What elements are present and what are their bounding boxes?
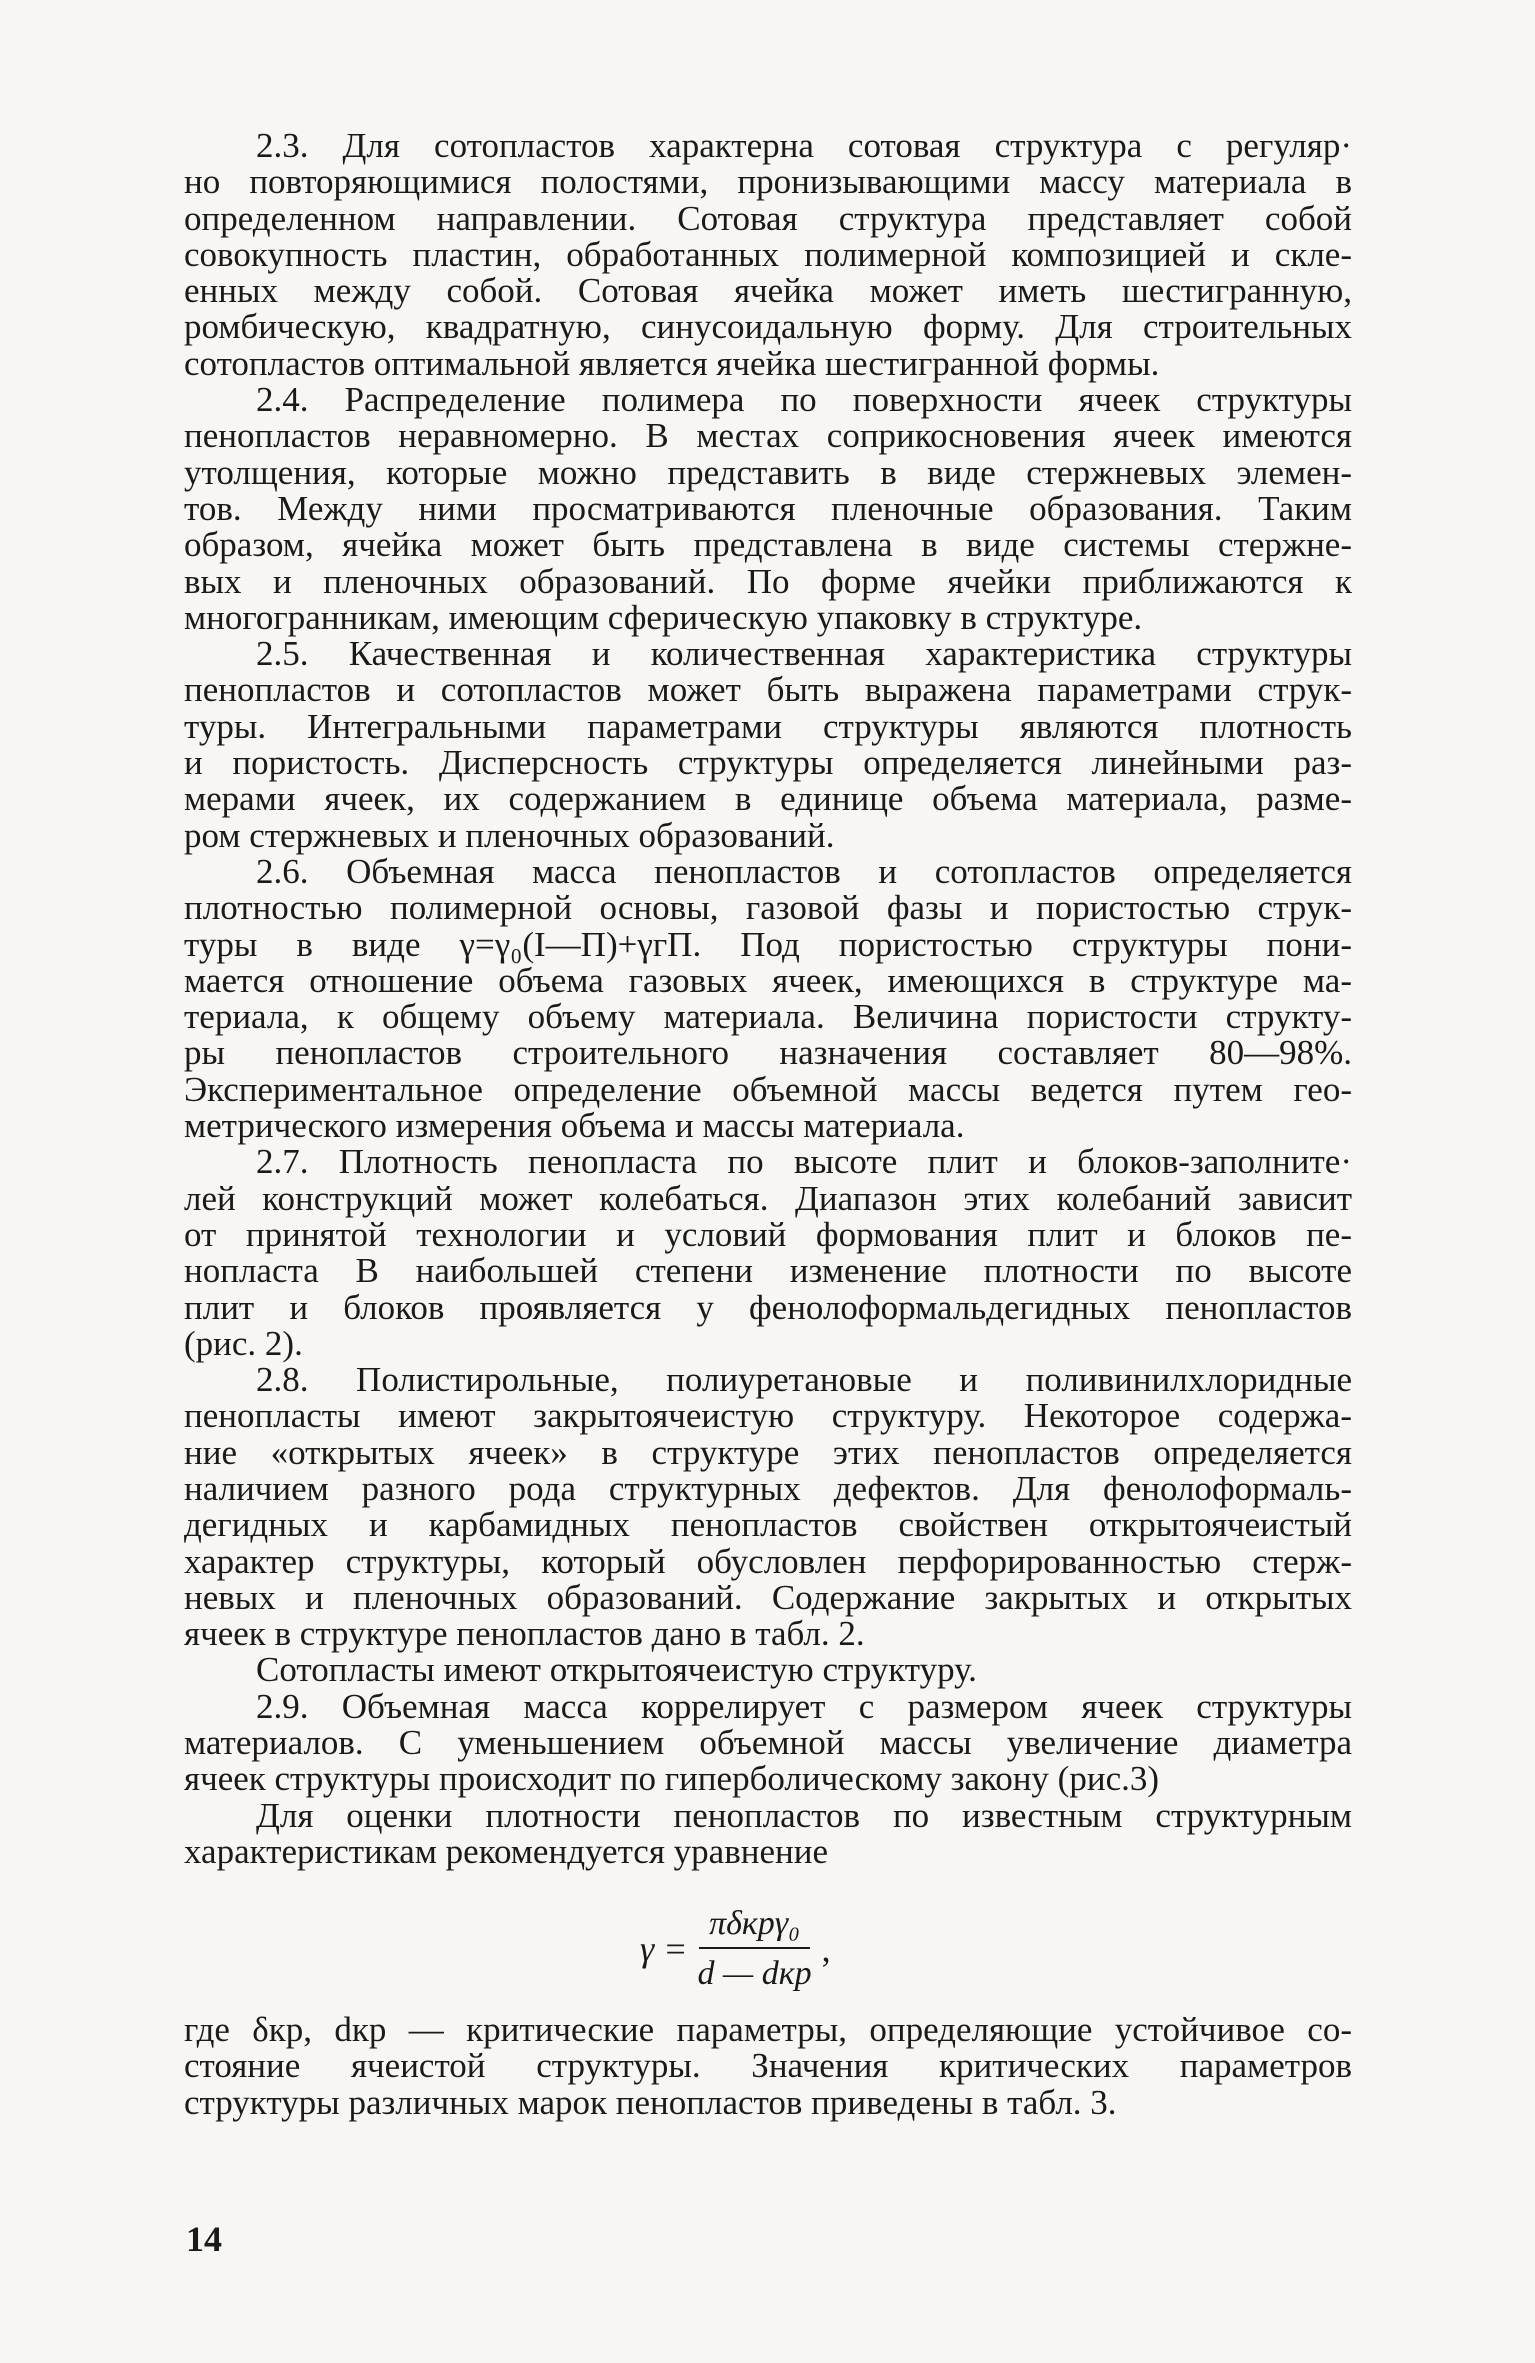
formula-lhs: γ = [640,1929,688,1969]
paragraph [184,2012,1352,2121]
text-line: нопласта В наибольшей степени изменение плотности по высоте [184,1251,1352,1291]
formula-explanation [184,2012,1352,2121]
formula-comma: , [821,1929,831,1969]
text-line: ячеек в структуре пенопластов дано в табл. 2. [184,1614,865,1654]
text-line: тов. Между ними просматриваются пленочные образования. Таким [184,488,1352,528]
text-line: туры. Интегральными параметрами структуры являются плотность [184,706,1352,746]
text-line: невых и пленочных образований. Содержание закрытых и открытых [184,1577,1352,1617]
text-line: где δкр, dкр — критические параметры, определяющие устойчивое со- [184,2010,1352,2049]
text-line: совокупность пластин, обработанных полимерной композицией и скле- [184,234,1352,274]
text-line: но повторяющимися полостями, пронизывающими массу материала в [184,162,1352,202]
text-line: ячеек структуры происходит по гиперболическому закону (рис.3) [184,1759,1160,1799]
formula-fraction [697,1905,811,1993]
text-line: (рис. 2). [184,1323,303,1363]
text-line: пенопласты имеют закрытоячеистую структуру. Некоторое содержа- [184,1396,1352,1436]
text-line: плит и блоков проявляется у фенолоформальдегидных пенопластов [184,1287,1352,1327]
text-line: 2.5. Качественная и количественная характеристика структуры [256,634,1352,674]
page-number: 14 [186,2219,222,2259]
main-text [184,128,1352,1870]
text-line: ромбическую, квадратную, синусоидальную форму. Для строительных [184,307,1352,347]
text-line: пенопластов и сотопластов может быть выражена параметрами струк- [184,670,1352,710]
text-line: характер структуры, который обусловлен перфорированностью стерж- [184,1541,1352,1581]
text-line: Экспериментальное определение объемной массы ведется путем гео- [184,1069,1352,1109]
text-line: стояние ячеистой структуры. Значения критических параметров [184,2046,1352,2086]
text-line: Сотопласты имеют открытоячеистую структуру. [256,1650,977,1690]
text-line: 2.9. Объемная масса коррелирует с размером ячеек структуры [256,1686,1352,1726]
text-line: 2.3. Для сотопластов характерна сотовая структура с регуляр· [256,126,1352,165]
text-line: 2.7. Плотность пенопласта по высоте плит и блоков-заполните· [256,1142,1352,1182]
text-line: пенопластов неравномерно. В местах соприкосновения ячеек имеются [184,416,1352,456]
text-line: вых и пленочных образований. По форме ячейки приближаются к [184,561,1352,601]
text-line: лей конструкций может колебаться. Диапазон этих колебаний зависит [184,1178,1352,1218]
text-line: мерами ячеек, их содержанием в единице объема материала, разме- [184,779,1352,819]
text-line: определенном направлении. Сотовая структура представляет собой [184,198,1352,238]
text-line: Для оценки плотности пенопластов по известным структурным [256,1795,1352,1835]
density-formula [640,1905,831,1993]
paragraph [184,1795,1352,1871]
paragraph [184,1362,1352,1652]
paragraph [184,636,1352,854]
paragraph [184,1144,1352,1362]
text-line: характеристикам рекомендуется уравнение [184,1831,828,1871]
text-line: 2.6. Объемная масса пенопластов и сотопластов определяется [256,851,1352,891]
text-line: от принятой технологии и условий формования плит и блоков пе- [184,1214,1352,1254]
text-line: плотностью полимерной основы, газовой фазы и пористостью струк- [184,888,1352,928]
paragraph [184,1652,1352,1688]
text-line: утолщения, которые можно представить в виде стержневых элемен- [184,452,1352,492]
paragraph [184,851,1352,1146]
formula-denominator: d — dкр [697,1955,812,1992]
paragraph [184,382,1352,636]
text-line: туры в виде γ=γ₀(I—П)+γгП. Под пористостью структуры пони- [184,924,1352,964]
text-line: структуры различных марок пенопластов приведены в табл. 3. [184,2082,1117,2122]
text-line: метрического измерения объема и массы материала. [184,1106,965,1146]
text-line: ром стержневых и пленочных образований. [184,815,835,855]
text-line: енных между собой. Сотовая ячейка может иметь шестигранную, [184,271,1352,311]
text-line: образом, ячейка может быть представлена в виде системы стержне- [184,525,1352,565]
paragraph [184,1686,1352,1799]
text-line: наличием разного рода структурных дефектов. Для фенолоформаль- [184,1468,1352,1508]
text-line: 2.4. Распределение полимера по поверхности ячеек структуры [256,380,1352,420]
text-line: мается отношение объема газовых ячеек, имеющихся в структуре ма- [184,960,1352,1000]
text-line: ние «открытых ячеек» в структуре этих пенопластов определяется [184,1432,1352,1472]
text-line: ры пенопластов строительного назначения составляет 80—98%. [184,1033,1352,1073]
formula-numerator: πδкрγ₀ [699,1905,810,1949]
text-line: многогранникам, имеющим сферическую упаковку в структуре. [184,597,1143,637]
text-line: териала, к общему объему материала. Величина пористости структу- [184,997,1352,1037]
text-line: сотопластов оптимальной является ячейка шестигранной формы. [184,343,1160,383]
text-line: и пористость. Дисперсность структуры определяется линейными раз- [184,743,1352,783]
text-line: 2.8. Полистирольные, полиуретановые и поливинилхлоридные [256,1360,1352,1400]
text-line: материалов. С уменьшением объемной массы увеличение диаметра [184,1723,1352,1763]
text-line: дегидных и карбамидных пенопластов свойствен открытоячеистый [184,1505,1352,1545]
paragraph [184,128,1352,382]
